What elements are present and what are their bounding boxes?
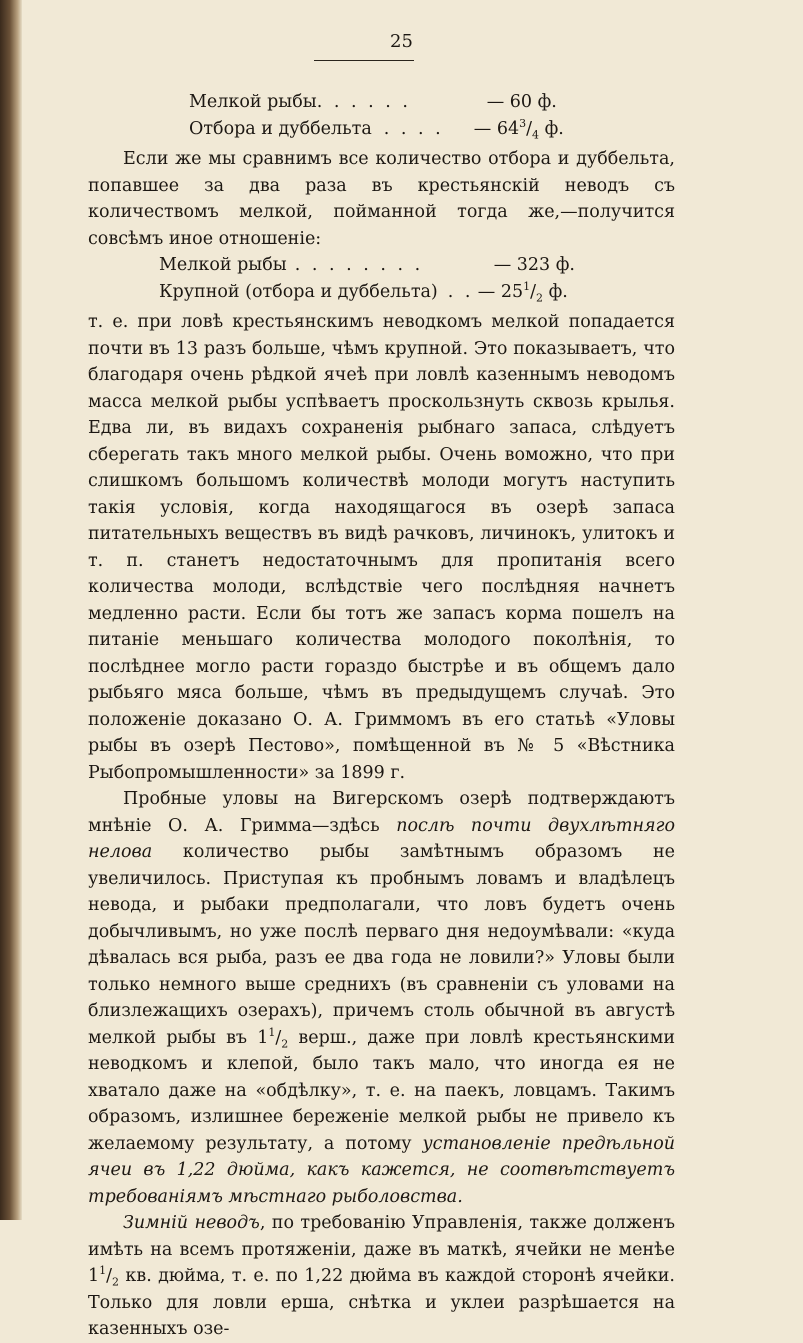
paragraph: Если же мы сравнимъ все количество отбора и дуббельта, попавшее за два раза въ крестьянскій неводъ съ количествомъ мелкой, пойманной тогда же,—получится совсѣмъ иное отношеніе: (88, 149, 675, 249)
list-item-value: — $64^3/_4$ ф. (473, 116, 564, 141)
catch-list-first (88, 89, 675, 142)
emphasis: установленіе предѣльной ячеи въ 1,22 дюйма, какъ кажется, не соотвѣтствуетъ требованіямъ мѣстнаго рыболовства. (88, 1133, 675, 1207)
leader-dots: . . . . . . (316, 92, 411, 112)
list-item (189, 89, 675, 116)
header-rule (314, 60, 414, 61)
emphasis: Зимній неводъ (123, 1213, 260, 1233)
list-item (159, 252, 675, 279)
list-item-value: — 323 ф. (493, 255, 575, 275)
leader-dots: . . (447, 281, 474, 302)
list-item (159, 279, 675, 306)
list-item-value: — $25^1/_2$ ф. (477, 279, 568, 304)
paragraph: т. е. при ловѣ крестьянскимъ неводкомъ мелкой попадается почти въ 13 разъ больше, чѣмъ крупной. Это показываетъ, что благодаря очень рѣдкой ячеѣ при ловлѣ казеннымъ неводомъ масса мелкой рыбы успѣваетъ проскользнуть сквозь крылья. Едва ли, въ видахъ сохраненія рыбнаго запаса, слѣдуетъ сберегать такъ много мелкой рыбы. Очень воможно, что при слишкомъ большомъ количествѣ молоди могутъ наступить такія условія, когда находящагося въ озерѣ запаса питательныхъ веществъ въ видѣ рачковъ, личинокъ, улитокъ и т. п. станетъ недостаточнымъ для пропитанія всего количества молоди, вслѣдствіе чего послѣдняя начнетъ медленно расти. Если бы тотъ же запасъ корма пошелъ на питаніе меньшаго количества молодого поколѣнія, то послѣднее могло расти гораздо быстрѣе и въ общемъ дало рыбьяго мяса больше, чѣмъ въ предыдущемъ случаѣ. Это положеніе доказано О. А. Гриммомъ въ его статьѣ «Уловы рыбы въ озерѣ Пестово», помѣщенной въ № 5 «Вѣстника Рыбопромышленности» за 1899 г. (88, 312, 675, 783)
paragraph: Зимній неводъ, по требованію Управленія, также долженъ имѣть на всемъ протяженіи, даже въ маткѣ, ячейки не менѣе $1^1/_2$ кв. дюйма, т. е. по 1,22 дюйма въ каждой сторонѣ ячейки. Только для ловли ерша, снѣтка и уклеи разрѣшается на казенныхъ озе- (88, 1213, 675, 1339)
book-spine-shadow (0, 0, 22, 1220)
paragraph: Пробные уловы на Вигерскомъ озерѣ подтверждаютъ мнѣніе О. А. Гримма—здѣсь послѣ почти двухлѣтняго нелова количество рыбы замѣтнымъ образомъ не увеличилось. Приступая къ пробнымъ ловамъ и владѣлецъ невода, и рыбаки предполагали, что ловъ будетъ очень добычливымъ, но уже послѣ перваго дня недоумѣвали: «куда дѣвалась вся рыба, разъ ее два года не ловили?» Уловы были только немного выше среднихъ (въ сравненіи съ уловами на близлежащихъ озерахъ), причемъ столь обычной въ августѣ мелкой рыбы въ $1^1/_2$ верш., даже при ловлѣ крестьянскими неводкомъ и клепой, было такъ мало, что иногда ея не хватало даже на «обдѣлку», т. е. на паекъ, ловцамъ. Такимъ образомъ, излишнее береженіе мелкой рыбы не привело къ желаемому результату, а потому установленіе предѣльной ячеи въ 1,22 дюйма, какъ кажется, не соотвѣтствуетъ требованіямъ мѣстнаго рыболовства. (88, 789, 675, 1207)
leader-dots: . . . . . . . . (294, 255, 424, 275)
list-item-label: Отбора и дуббельта (189, 118, 372, 139)
list-item-label: Крупной (отбора и дуббельта) (159, 281, 438, 302)
emphasis: послѣ почти двухлѣтняго нелова (88, 815, 675, 862)
page-number: 25 (390, 31, 413, 52)
leader-dots: . . . . (383, 118, 444, 139)
list-item (189, 116, 675, 143)
page-body (88, 30, 675, 1343)
catch-list-second (88, 252, 675, 305)
list-item-label: Мелкой рыбы (189, 92, 317, 112)
list-item-value: — 60 ф. (486, 92, 557, 112)
list-item-label: Мелкой рыбы (159, 255, 287, 275)
